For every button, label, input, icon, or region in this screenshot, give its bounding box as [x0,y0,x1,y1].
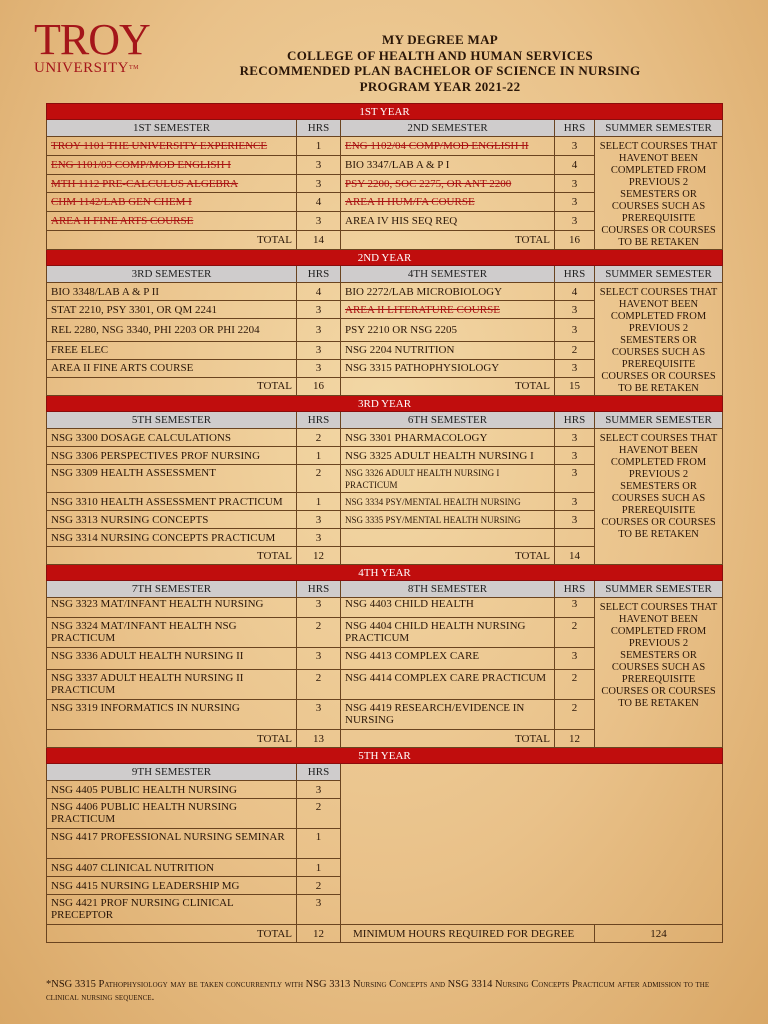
hours-cell: 2 [297,877,341,895]
hrs-header: HRS [297,266,341,283]
course-cell: NSG 3319 INFORMATICS IN NURSING [47,700,297,730]
hours-cell: 4 [297,193,341,212]
hours-cell: 3 [297,511,341,529]
total-hours: 12 [555,730,595,748]
course-cell: NSG 3334 PSY/MENTAL HEALTH NURSING [341,493,555,511]
year-2-header: 2ND YEAR [47,250,723,266]
total-label: TOTAL [47,231,297,250]
course-cell: TROY 1101 THE UNIVERSITY EXPERIENCE [47,137,297,156]
hours-cell [555,529,595,547]
hours-cell: 3 [297,700,341,730]
title-line-4: PROGRAM YEAR 2021-22 [359,78,521,94]
course-cell: FREE ELEC [47,341,297,359]
semester-4-header: 4TH SEMESTER [341,266,555,283]
hours-cell: 3 [555,493,595,511]
total-hours: 13 [297,730,341,748]
hours-cell: 3 [555,137,595,156]
course-cell: ENG 1102/04 COMP/MOD ENGLISH II [341,137,555,156]
page-title [160,32,720,94]
course-cell: NSG 3315 PATHOPHYSIOLOGY [341,359,555,377]
total-hours: 14 [297,231,341,250]
hours-cell: 2 [297,618,341,648]
minimum-hours-label: MINIMUM HOURS REQUIRED FOR DEGREE [341,925,595,943]
hours-cell: 4 [297,283,341,301]
total-label: TOTAL [47,377,297,395]
hours-cell: 3 [555,212,595,231]
total-hours: 15 [555,377,595,395]
hours-cell: 3 [555,447,595,465]
hrs-header: HRS [297,412,341,429]
course-cell: NSG 3324 MAT/INFANT HEALTH NSG PRACTICUM [47,618,297,648]
title-line-1: MY DEGREE MAP [381,32,499,47]
hours-cell: 3 [297,341,341,359]
hours-cell: 4 [555,155,595,174]
hours-cell: 2 [555,670,595,700]
semester-8-header: 8TH SEMESTER [341,581,555,598]
hours-cell: 3 [555,648,595,670]
hours-cell: 1 [297,829,341,859]
title-line-2: COLLEGE OF HEALTH AND HUMAN SERVICES [287,47,593,63]
year-3-header: 3RD YEAR [47,396,723,412]
hrs-header: HRS [297,120,341,137]
course-cell: NSG 4421 PROF NURSING CLINICAL PRECEPTOR [47,895,297,925]
course-cell: NSG 3309 HEALTH ASSESSMENT [47,465,297,493]
course-cell: NSG 4405 PUBLIC HEALTH NURSING [47,781,297,799]
footnote: *NSG 3315 Pathophysiology may be taken concurrently with NSG 3313 Nursing Concepts and NSG 3314 Nursing Concepts Practicum after admission to the clinical nursing sequence. [46,979,710,1003]
hours-cell: 3 [297,319,341,341]
semester-7-header: 7TH SEMESTER [47,581,297,598]
course-cell: NSG 4417 PROFESSIONAL NURSING SEMINAR [47,829,297,859]
hrs-header: HRS [555,120,595,137]
course-cell: BIO 3347/LAB A & P I [341,155,555,174]
hrs-header: HRS [555,412,595,429]
table-row [47,137,723,156]
total-label: TOTAL [341,730,555,748]
hours-cell: 2 [555,618,595,648]
table-row [47,283,723,301]
hours-cell: 4 [555,283,595,301]
total-hours: 12 [297,547,341,565]
year-4-header: 4TH YEAR [47,565,723,581]
total-label: TOTAL [341,231,555,250]
hours-cell: 3 [555,193,595,212]
course-cell: NSG 3323 MAT/INFANT HEALTH NURSING [47,598,297,618]
hours-cell: 3 [555,429,595,447]
hours-cell: 3 [555,598,595,618]
course-cell: NSG 4419 RESEARCH/EVIDENCE IN NURSING [341,700,555,730]
course-cell: NSG 3335 PSY/MENTAL HEALTH NURSING [341,511,555,529]
hours-cell: 1 [297,137,341,156]
hours-cell: 3 [555,359,595,377]
hrs-header: HRS [297,764,341,781]
course-cell: NSG 3310 HEALTH ASSESSMENT PRACTICUM [47,493,297,511]
hours-cell: 3 [297,598,341,618]
course-cell: NSG 3300 DOSAGE CALCULATIONS [47,429,297,447]
course-cell: NSG 4407 CLINICAL NUTRITION [47,859,297,877]
hours-cell: 1 [297,859,341,877]
course-cell: NSG 3337 ADULT HEALTH NURSING II PRACTICUM [47,670,297,700]
course-cell: AREA II FINE ARTS COURSE [47,212,297,231]
semester-2-header: 2ND SEMESTER [341,120,555,137]
course-cell: NSG 3336 ADULT HEALTH NURSING II [47,648,297,670]
summer-semester-header: SUMMER SEMESTER [595,581,723,598]
total-hours: 16 [555,231,595,250]
course-cell: STAT 2210, PSY 3301, OR QM 2241 [47,301,297,319]
course-cell: NSG 4406 PUBLIC HEALTH NURSING PRACTICUM [47,799,297,829]
hours-cell: 3 [297,359,341,377]
summer-semester-header: SUMMER SEMESTER [595,412,723,429]
course-cell: NSG 3313 NURSING CONCEPTS [47,511,297,529]
semester-3-header: 3RD SEMESTER [47,266,297,283]
year-5-header: 5TH YEAR [47,748,723,764]
hrs-header: HRS [555,581,595,598]
hours-cell: 3 [297,174,341,193]
hours-cell: 3 [297,301,341,319]
course-cell: NSG 4404 CHILD HEALTH NURSING PRACTICUM [341,618,555,648]
semester-5-header: 5TH SEMESTER [47,412,297,429]
course-cell: NSG 3325 ADULT HEALTH NURSING I [341,447,555,465]
semester-1-header: 1ST SEMESTER [47,120,297,137]
total-label: TOTAL [341,547,555,565]
course-cell: NSG 2204 NUTRITION [341,341,555,359]
hours-cell: 3 [297,155,341,174]
hours-cell: 3 [297,895,341,925]
summer-note: SELECT COURSES THAT HAVENOT BEEN COMPLETED FROM PREVIOUS 2 SEMESTERS OR COURSES SUCH AS PREREQUISITE COURSES OR COURSES TO BE RETAKEN [595,598,723,748]
total-hours: 12 [297,925,341,943]
course-cell: PSY 2210 OR NSG 2205 [341,319,555,341]
course-cell [341,529,555,547]
table-row [47,429,723,447]
troy-university-logo [34,15,154,82]
course-cell: REL 2280, NSG 3340, PHI 2203 OR PHI 2204 [47,319,297,341]
year-1-header: 1ST YEAR [47,104,723,120]
semester-6-header: 6TH SEMESTER [341,412,555,429]
logo-university-text: UNIVERSITY™ [34,60,139,76]
summer-note: SELECT COURSES THAT HAVENOT BEEN COMPLETED FROM PREVIOUS 2 SEMESTERS OR COURSES SUCH AS PREREQUISITE COURSES OR COURSES TO BE RETAKEN [595,429,723,565]
total-row [47,925,723,943]
title-line-3: RECOMMENDED PLAN BACHELOR OF SCIENCE IN NURSING [239,63,641,78]
course-cell: AREA II FINE ARTS COURSE [47,359,297,377]
hours-cell: 3 [297,212,341,231]
hrs-header: HRS [297,581,341,598]
course-cell: NSG 4413 COMPLEX CARE [341,648,555,670]
hours-cell: 2 [555,341,595,359]
course-cell: CHM 1142/LAB GEN CHEM I [47,193,297,212]
hours-cell: 3 [555,319,595,341]
hours-cell: 2 [297,465,341,493]
course-cell: NSG 4403 CHILD HEALTH [341,598,555,618]
hours-cell: 2 [297,429,341,447]
logo-troy-text: TROY [34,15,150,64]
total-label: TOTAL [341,377,555,395]
semester-9-header: 9TH SEMESTER [47,764,297,781]
course-cell: ENG 1101/03 COMP/MOD ENGLISH I [47,155,297,174]
course-cell: NSG 3326 ADULT HEALTH NURSING I PRACTICUM [341,465,555,493]
course-cell: BIO 3348/LAB A & P II [47,283,297,301]
summer-note: SELECT COURSES THAT HAVENOT BEEN COMPLETED FROM PREVIOUS 2 SEMESTERS OR COURSES SUCH AS PREREQUISITE COURSES OR COURSES TO BE RETAKEN [595,137,723,250]
total-label: TOTAL [47,730,297,748]
summer-semester-header: SUMMER SEMESTER [595,266,723,283]
hours-cell: 2 [297,799,341,829]
course-cell: NSG 3314 NURSING CONCEPTS PRACTICUM [47,529,297,547]
hours-cell: 2 [555,700,595,730]
hours-cell: 3 [297,529,341,547]
hours-cell: 2 [297,670,341,700]
degree-map-table [46,103,723,943]
course-cell: NSG 4415 NURSING LEADERSHIP MG [47,877,297,895]
table-row [47,598,723,618]
hours-cell: 3 [555,465,595,493]
hours-cell: 1 [297,447,341,465]
course-cell: NSG 3306 PERSPECTIVES PROF NURSING [47,447,297,465]
course-cell: PSY 2200, SOC 2275, OR ANT 2200 [341,174,555,193]
hours-cell: 1 [297,493,341,511]
hours-cell: 3 [297,781,341,799]
hours-cell: 3 [555,301,595,319]
course-cell: MTH 1112 PRE-CALCULUS ALGEBRA [47,174,297,193]
total-label: TOTAL [47,925,297,943]
hours-cell: 3 [297,648,341,670]
course-cell: BIO 2272/LAB MICROBIOLOGY [341,283,555,301]
total-label: TOTAL [47,547,297,565]
course-cell: AREA IV HIS SEQ REQ [341,212,555,231]
hrs-header: HRS [555,266,595,283]
course-cell: AREA II LITERATURE COURSE [341,301,555,319]
course-cell: NSG 4414 COMPLEX CARE PRACTICUM [341,670,555,700]
course-cell: AREA II HUM/FA COURSE [341,193,555,212]
summer-note: SELECT COURSES THAT HAVENOT BEEN COMPLETED FROM PREVIOUS 2 SEMESTERS OR COURSES SUCH AS PREREQUISITE COURSES OR COURSES TO BE RETAKEN [595,283,723,396]
total-hours: 16 [297,377,341,395]
hours-cell: 3 [555,511,595,529]
summer-semester-header: SUMMER SEMESTER [595,120,723,137]
course-cell: NSG 3301 PHARMACOLOGY [341,429,555,447]
minimum-hours-value: 124 [595,925,723,943]
hours-cell: 3 [555,174,595,193]
total-hours: 14 [555,547,595,565]
empty-area [341,764,723,925]
